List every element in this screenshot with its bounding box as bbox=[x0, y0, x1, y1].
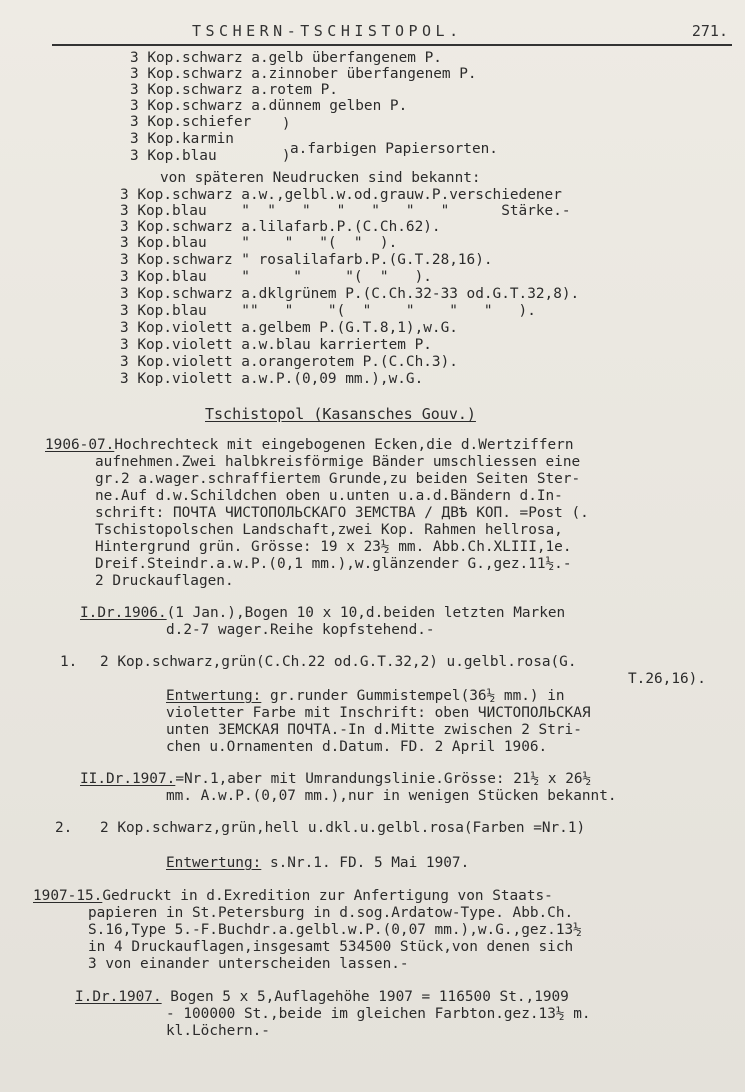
cancellation-2 bbox=[166, 855, 469, 871]
item-number: 2. bbox=[55, 820, 73, 836]
page-number: 271. bbox=[691, 22, 728, 40]
brace-bottom: ) bbox=[282, 148, 291, 164]
list-item: 3 Kop.blau " " "( " ). bbox=[120, 235, 398, 251]
print-run-text: kl.Löchern.- bbox=[166, 1023, 270, 1039]
list-item: 3 Kop.blau "" " "( " " " " ). bbox=[120, 303, 536, 319]
item-text: 2 Kop.schwarz,grün,hell u.dkl.u.gelbl.rosa(Farben =Nr.1) bbox=[100, 820, 586, 836]
entry-text: aufnehmen.Zwei halbkreisförmige Bänder umschliessen eine bbox=[95, 454, 581, 470]
entry-text: in 4 Druckauflagen,insgesamt 534500 Stück,von denen sich bbox=[88, 939, 574, 955]
print-run-text: d.2-7 wager.Reihe kopfstehend.- bbox=[166, 622, 435, 638]
cancellation-text: unten ЗЕМСКАЯ ПОЧТА.-In d.Mitte zwischen 2 Stri- bbox=[166, 722, 582, 738]
cancellation-text: violetter Farbe mit Inschrift: oben ЧИСТОПОЛЬСКАЯ bbox=[166, 705, 591, 721]
list-item: 3 Kop.violett a.w.blau karriertem P. bbox=[120, 337, 432, 353]
list-item: 3 Kop.schwarz a.rotem P. bbox=[130, 82, 338, 98]
item-text: T.26,16). bbox=[628, 671, 706, 687]
print-run-label: I.Dr.1906. bbox=[80, 605, 167, 621]
entry-year: 1907-15. bbox=[33, 888, 103, 904]
entry-first-line bbox=[45, 437, 574, 453]
entry-text: ne.Auf d.w.Schildchen oben u.unten u.a.d.Bändern d.In- bbox=[95, 488, 563, 504]
list-item: 3 Kop.schwarz a.w.,gelbl.w.od.grauw.P.verschiedener bbox=[120, 187, 562, 203]
print-run-text: mm. A.w.P.(0,07 mm.),nur in wenigen Stücken bekannt. bbox=[166, 788, 617, 804]
entry-text: gr.2 a.wager.schraffiertem Grunde,zu beiden Seiten Ster- bbox=[95, 471, 581, 487]
page-header bbox=[52, 20, 732, 46]
reprints-intro: von späteren Neudrucken sind bekannt: bbox=[160, 170, 481, 186]
print-run-first-line bbox=[80, 771, 591, 787]
list-item: 3 Kop.blau " " " " " " " Stärke.- bbox=[120, 203, 571, 219]
entry-first-line bbox=[33, 888, 553, 904]
section-title: Tschistopol (Kasansches Gouv.) bbox=[205, 405, 476, 423]
item-text: 2 Kop.schwarz,grün(C.Ch.22 od.G.T.32,2) u.gelbl.rosa(G. bbox=[100, 654, 577, 670]
brace-top: ) bbox=[282, 116, 291, 132]
list-item: 3 Kop.violett a.gelbem P.(G.T.8,1),w.G. bbox=[120, 320, 458, 336]
list-item: 3 Kop.karmin bbox=[130, 131, 234, 147]
list-item: 3 Kop.schwarz a.gelb überfangenem P. bbox=[130, 50, 442, 66]
print-run-text: =Nr.1,aber mit Umrandungslinie.Grösse: 21½ x 26½ bbox=[175, 771, 592, 787]
list-item: 3 Kop.blau " " "( " ). bbox=[120, 269, 432, 285]
list-item: 3 Kop.schwarz a.lilafarb.P.(C.Ch.62). bbox=[120, 219, 441, 235]
print-run-text: (1 Jan.),Bogen 10 x 10,d.beiden letzten Marken bbox=[166, 605, 566, 621]
cancellation-text: chen u.Ornamenten d.Datum. FD. 2 April 1906. bbox=[166, 739, 548, 755]
entry-text: papieren in St.Petersburg in d.sog.Ardatow-Type. Abb.Ch. bbox=[88, 905, 574, 921]
entry-text: 3 von einander unterscheiden lassen.- bbox=[88, 956, 409, 972]
cancellation-label: Entwertung: bbox=[166, 688, 262, 704]
entry-year: 1906-07. bbox=[45, 437, 115, 453]
print-run-text: - 100000 St.,beide im gleichen Farbton.gez.13½ m. bbox=[166, 1006, 591, 1022]
list-item: 3 Kop.schwarz a.dünnem gelben P. bbox=[130, 98, 408, 114]
print-run-first-line bbox=[80, 605, 565, 621]
entry-text: 2 Druckauflagen. bbox=[95, 573, 234, 589]
list-item: 3 Kop.schwarz " rosalilafarb.P.(G.T.28,16). bbox=[120, 252, 493, 268]
print-run-label: II.Dr.1907. bbox=[80, 771, 176, 787]
entry-text: Hintergrund grün. Grösse: 19 x 23½ mm. Abb.Ch.XLIII,1e. bbox=[95, 539, 572, 555]
entry-text: S.16,Type 5.-F.Buchdr.a.gelbl.w.P.(0,07 mm.),w.G.,gez.13½ bbox=[88, 922, 582, 938]
list-item: 3 Kop.schiefer bbox=[130, 114, 252, 130]
entry-text: Dreif.Steindr.a.w.P.(0,1 mm.),w.glänzender G.,gez.11½.- bbox=[95, 556, 572, 572]
print-run-text: Bogen 5 x 5,Auflagehöhe 1907 = 116500 St.,1909 bbox=[161, 989, 569, 1005]
cancellation-first-line bbox=[166, 688, 565, 704]
list-item: 3 Kop.schwarz a.dklgrünem P.(C.Ch.32-33 od.G.T.32,8). bbox=[120, 286, 580, 302]
list-item: 3 Kop.violett a.w.P.(0,09 mm.),w.G. bbox=[120, 371, 424, 387]
print-run-first-line bbox=[75, 989, 569, 1005]
item-number: 1. bbox=[60, 654, 78, 670]
list-item: 3 Kop.violett a.orangerotem P.(C.Ch.3). bbox=[120, 354, 458, 370]
list-item: 3 Kop.schwarz a.zinnober überfangenem P. bbox=[130, 66, 477, 82]
cancellation-text: gr.runder Gummistempel(36½ mm.) in bbox=[261, 688, 565, 704]
entry-text: Gedruckt in d.Exredition zur Anfertigung von Staats- bbox=[102, 888, 553, 904]
print-run-label: I.Dr.1907. bbox=[75, 989, 162, 1005]
cancellation-label: Entwertung: bbox=[166, 855, 262, 871]
cancellation-text: s.Nr.1. FD. 5 Mai 1907. bbox=[261, 855, 470, 871]
running-head: TSCHERN-TSCHISTOPOL. bbox=[192, 22, 463, 40]
entry-text: Hochrechteck mit eingebogenen Ecken,die d.Wertziffern bbox=[114, 437, 574, 453]
brace-note: a.farbigen Papiersorten. bbox=[290, 141, 498, 157]
list-item: 3 Kop.blau bbox=[130, 148, 217, 164]
entry-text: Tschistopolschen Landschaft,zwei Kop. Rahmen hellrosa, bbox=[95, 522, 563, 538]
entry-text: schrift: ПОЧТА ЧИСТОПОЛЬСКАГО ЗЕМСТВА / ДВѢ КОП. =Post (. bbox=[95, 505, 589, 521]
